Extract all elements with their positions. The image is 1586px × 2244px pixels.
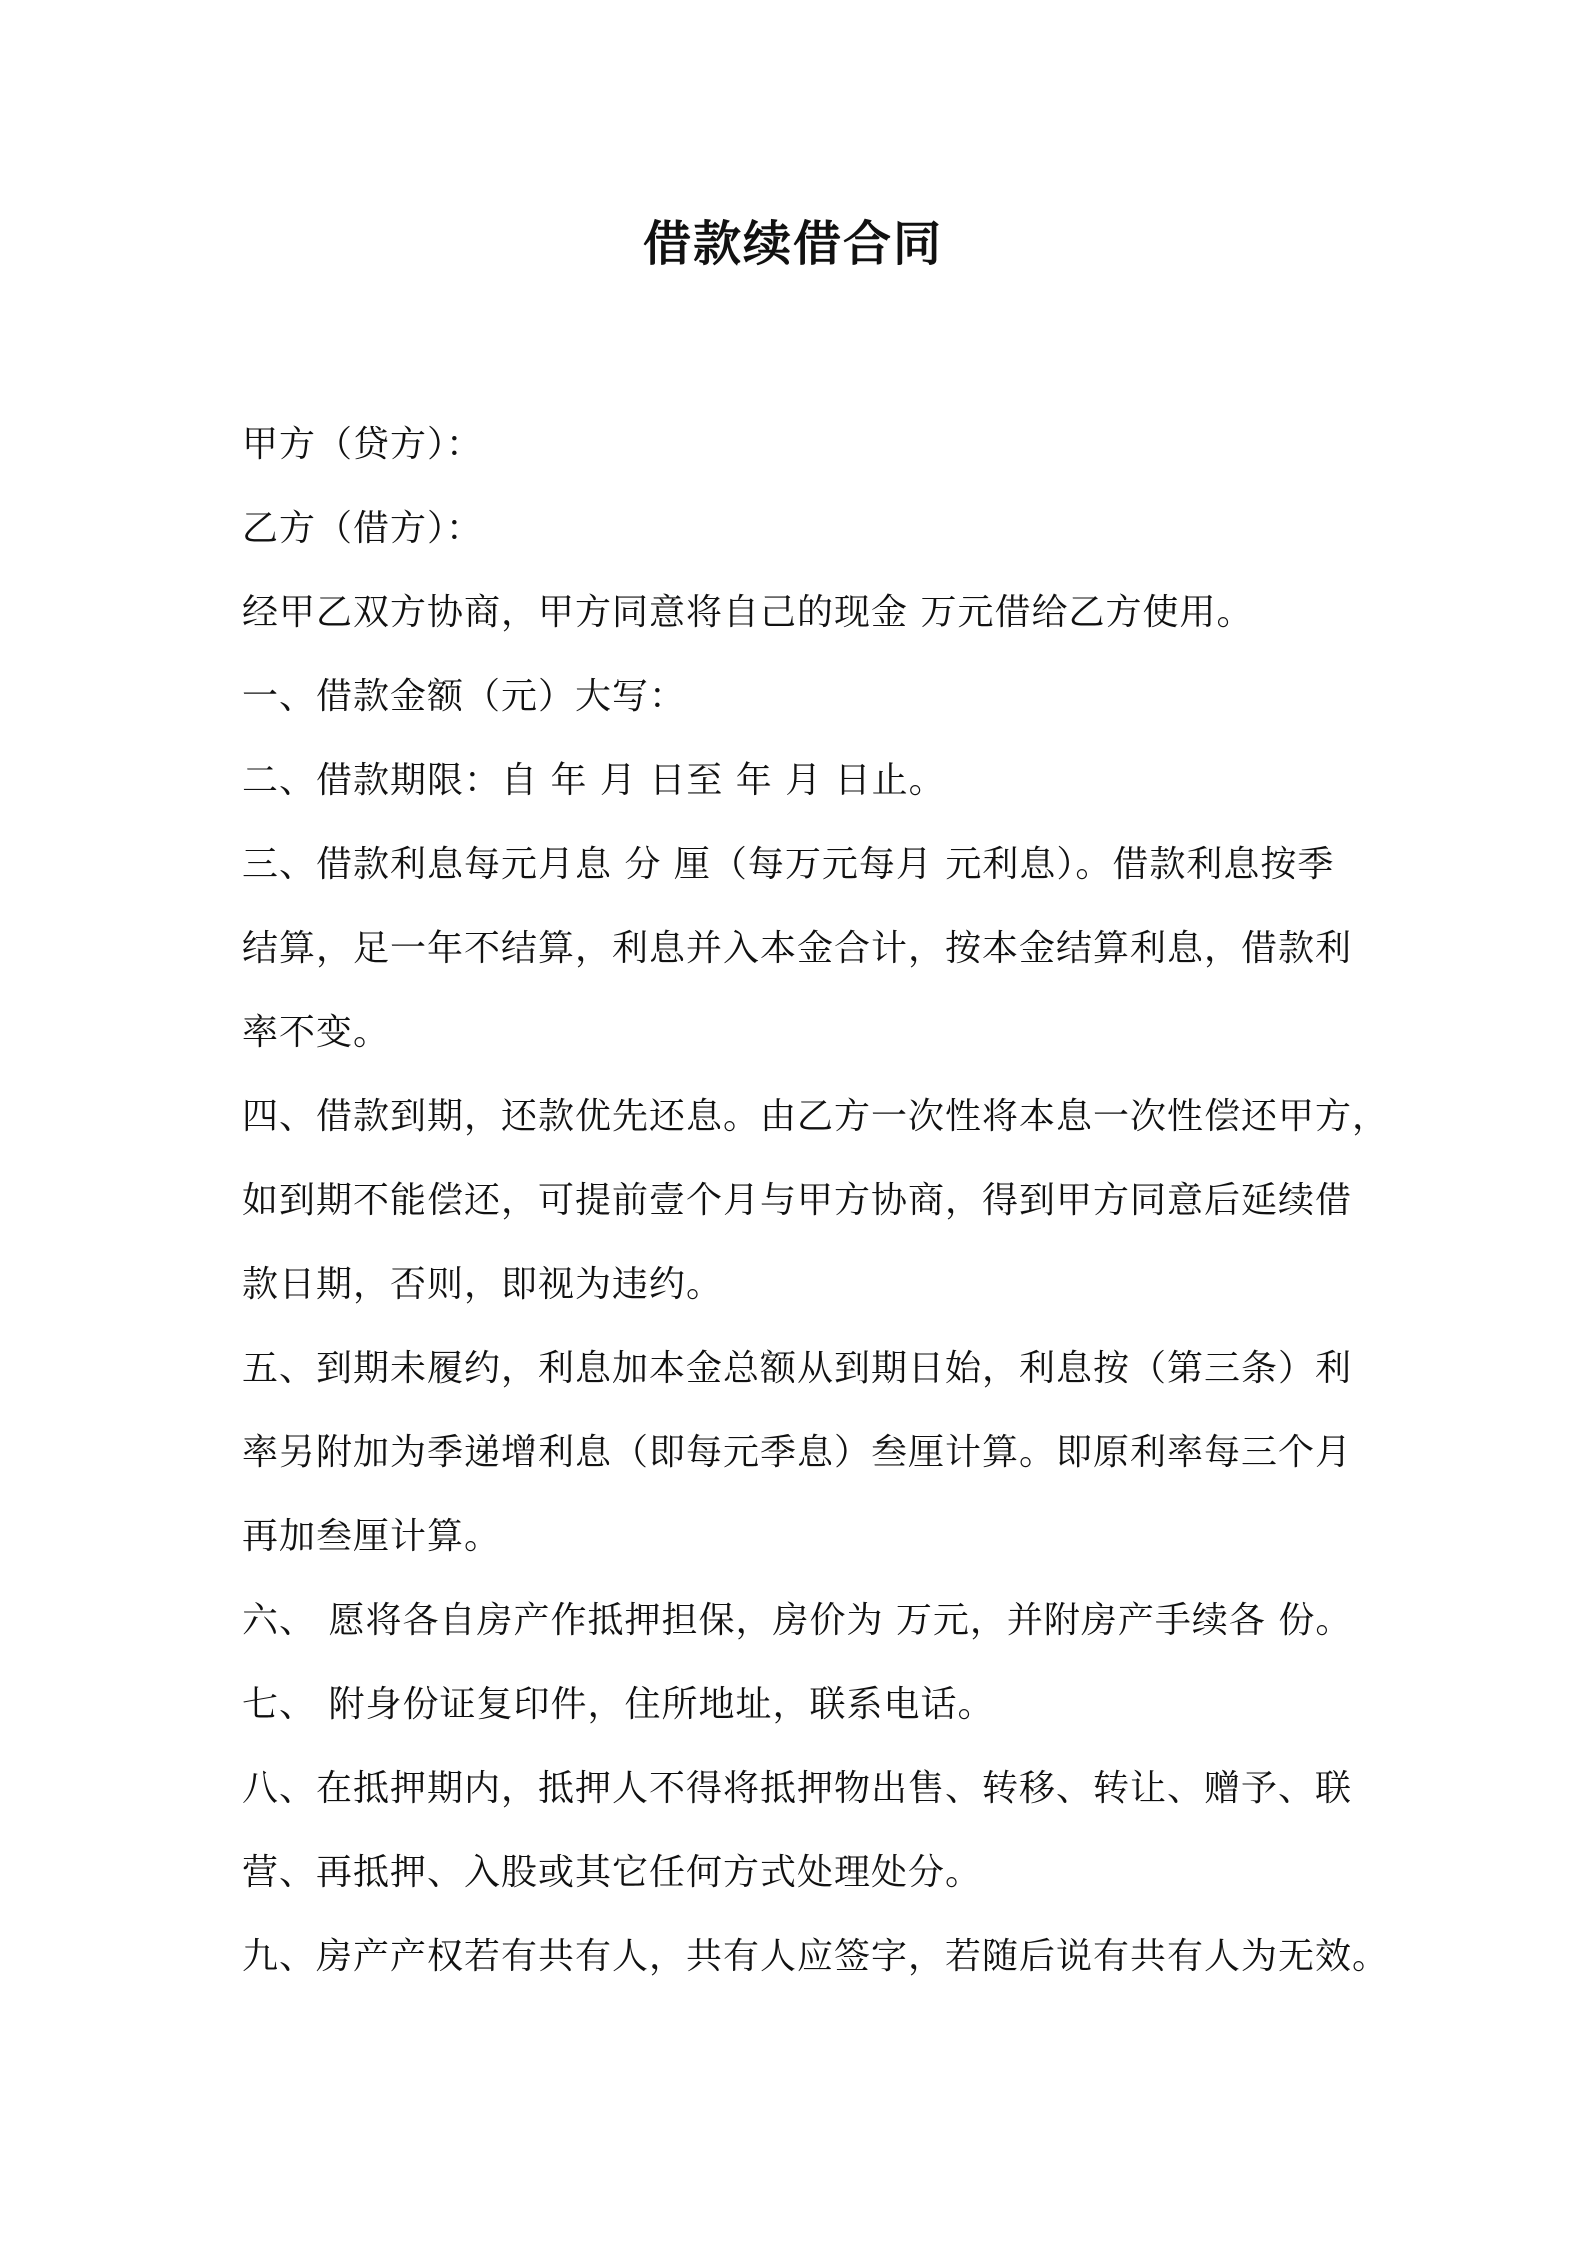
clause-4-line: 款日期，否则，即视为违约。 bbox=[242, 1264, 724, 1305]
document-body bbox=[242, 403, 1390, 1999]
clause-5-line: 五、到期未履约，利息加本金总额从到期日始，利息按（第三条）利 bbox=[242, 1348, 1353, 1389]
clause-3-line: 结算，足一年不结算，利息并入本金合计，按本金结算利息，借款利 bbox=[242, 928, 1353, 969]
document-title: 借款续借合同 bbox=[642, 216, 943, 272]
clause-5-line: 率另附加为季递增利息（即每元季息）叁厘计算。即原利率每三个月 bbox=[242, 1432, 1353, 1473]
clause-4-line: 四、借款到期，还款优先还息。由乙方一次性将本息一次性偿还甲方， bbox=[242, 1096, 1390, 1137]
clause-8-line: 营、再抵押、入股或其它任何方式处理处分。 bbox=[242, 1852, 983, 1893]
clause-6: 六、 愿将各自房产作抵押担保，房价为 万元，并附房产手续各 份。 bbox=[242, 1600, 1353, 1641]
clause-9: 九、房产产权若有共有人，共有人应签字，若随后说有共有人为无效。 bbox=[242, 1936, 1390, 1977]
clause-5-line: 再加叁厘计算。 bbox=[242, 1516, 502, 1557]
clause-4-line: 如到期不能偿还，可提前壹个月与甲方协商，得到甲方同意后延续借 bbox=[242, 1180, 1353, 1221]
clause-3-line: 率不变。 bbox=[242, 1012, 391, 1053]
intro-paragraph: 经甲乙双方协商，甲方同意将自己的现金 万元借给乙方使用。 bbox=[242, 592, 1254, 633]
clause-8-line: 八、在抵押期内，抵押人不得将抵押物出售、转移、转让、赠予、联 bbox=[242, 1768, 1353, 1809]
party-a-line: 甲方（贷方）： bbox=[242, 424, 484, 465]
clause-8 bbox=[242, 1747, 1370, 1915]
party-b-line: 乙方（借方）： bbox=[242, 508, 484, 549]
clause-5 bbox=[242, 1327, 1370, 1579]
clause-3-line: 三、借款利息每元月息 分 厘（每万元每月 元利息）。借款利息按季 bbox=[242, 844, 1335, 885]
clause-7: 七、 附身份证复印件，住所地址，联系电话。 bbox=[242, 1684, 995, 1725]
clause-2: 二、借款期限：自 年 月 日至 年 月 日止。 bbox=[242, 760, 946, 801]
clause-1: 一、借款金额（元）大写： bbox=[242, 676, 687, 717]
clause-3 bbox=[242, 823, 1370, 1075]
clause-4 bbox=[242, 1075, 1390, 1327]
